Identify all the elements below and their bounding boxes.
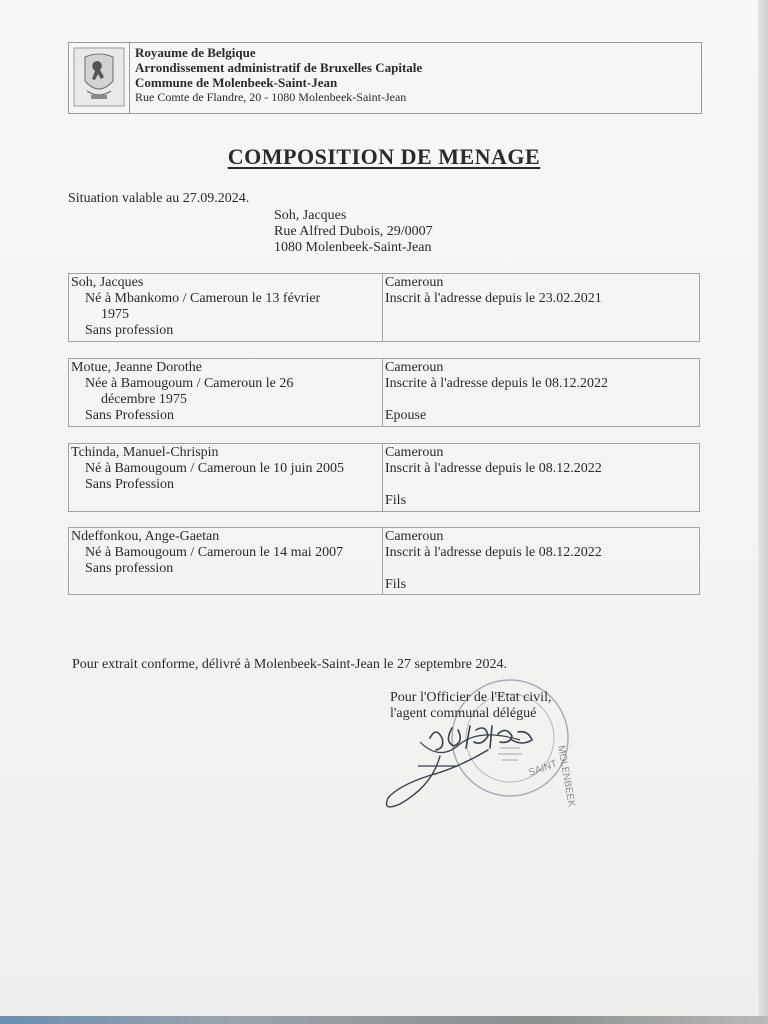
member-birth: Née à Bamougoum / Cameroun le 26 bbox=[85, 376, 294, 391]
member-birth-continued: décembre 1975 bbox=[101, 392, 187, 407]
page-edge-shadow bbox=[758, 0, 768, 1024]
member-nationality: Cameroun bbox=[385, 275, 444, 290]
header-box bbox=[68, 42, 702, 114]
member-identity bbox=[71, 275, 381, 339]
member-nationality: Cameroun bbox=[385, 529, 444, 544]
member-status bbox=[385, 529, 695, 593]
household-member-1 bbox=[68, 273, 700, 342]
member-name: Ndeffonkou, Ange-Gaetan bbox=[71, 529, 220, 544]
coat-of-arms-icon bbox=[73, 47, 125, 107]
member-name: Soh, Jacques bbox=[71, 275, 144, 290]
member-profession: Sans Profession bbox=[85, 477, 175, 492]
column-divider bbox=[382, 528, 383, 594]
addressee-street: Rue Alfred Dubois, 29/0007 bbox=[274, 224, 433, 239]
member-birth: Né à Mbankomo / Cameroun le 13 février bbox=[85, 291, 321, 306]
header-text bbox=[135, 45, 422, 105]
member-registration: Inscrit à l'adresse depuis le 23.02.2021 bbox=[385, 291, 602, 306]
member-profession: Sans Profession bbox=[85, 408, 175, 423]
member-birth: Né à Bamougoum / Cameroun le 10 juin 2005 bbox=[85, 461, 344, 476]
member-nationality: Cameroun bbox=[385, 360, 444, 375]
officer-delegate: l'agent communal délégué bbox=[390, 706, 537, 721]
member-identity bbox=[71, 445, 381, 493]
kingdom-line: Royaume de Belgique bbox=[135, 45, 256, 60]
member-profession: Sans profession bbox=[85, 561, 174, 576]
member-name: Tchinda, Manuel-Chrispin bbox=[71, 445, 219, 460]
member-identity bbox=[71, 360, 381, 424]
officer-title: Pour l'Officier de l'Etat civil, bbox=[390, 690, 552, 705]
member-relation: Fils bbox=[385, 577, 407, 592]
situation-date: Situation valable au 27.09.2024. bbox=[68, 191, 250, 206]
column-divider bbox=[382, 359, 383, 426]
certification-statement: Pour extrait conforme, délivré à Molenbeek-Saint-Jean le 27 septembre 2024. bbox=[72, 657, 508, 672]
column-divider bbox=[382, 274, 383, 341]
member-identity bbox=[71, 529, 381, 577]
member-name: Motue, Jeanne Dorothe bbox=[71, 360, 203, 375]
header-divider bbox=[129, 43, 130, 113]
addressee-name: Soh, Jacques bbox=[274, 208, 347, 223]
svg-text:SAINT: SAINT bbox=[527, 758, 559, 779]
household-member-2 bbox=[68, 358, 700, 427]
member-status bbox=[385, 275, 695, 307]
member-birth: Né à Bamougoum / Cameroun le 14 mai 2007 bbox=[85, 545, 344, 560]
district-line: Arrondissement administratif de Bruxelles Capitale bbox=[135, 60, 423, 75]
household-member-4 bbox=[68, 527, 700, 595]
member-nationality: Cameroun bbox=[385, 445, 444, 460]
member-status bbox=[385, 445, 695, 509]
household-member-3 bbox=[68, 443, 700, 512]
member-birth-continued: 1975 bbox=[101, 307, 129, 322]
member-registration: Inscrite à l'adresse depuis le 08.12.2022 bbox=[385, 376, 608, 391]
member-registration: Inscrit à l'adresse depuis le 08.12.2022 bbox=[385, 461, 602, 476]
scan-bottom-edge bbox=[0, 1016, 768, 1024]
commune-line: Commune de Molenbeek-Saint-Jean bbox=[135, 75, 338, 90]
svg-text:MOLENBEEK: MOLENBEEK bbox=[555, 744, 577, 808]
handwritten-signature bbox=[380, 716, 560, 816]
member-profession: Sans profession bbox=[85, 323, 174, 338]
member-relation: Epouse bbox=[385, 408, 427, 423]
column-divider bbox=[382, 444, 383, 511]
commune-address: Rue Comte de Flandre, 20 - 1080 Molenbeek-Saint-Jean bbox=[135, 90, 407, 104]
document-title: COMPOSITION DE MENAGE bbox=[227, 144, 541, 169]
member-relation: Fils bbox=[385, 493, 407, 508]
member-registration: Inscrit à l'adresse depuis le 08.12.2022 bbox=[385, 545, 602, 560]
member-status bbox=[385, 360, 695, 424]
addressee-block bbox=[274, 208, 433, 256]
addressee-city: 1080 Molenbeek-Saint-Jean bbox=[274, 240, 432, 255]
